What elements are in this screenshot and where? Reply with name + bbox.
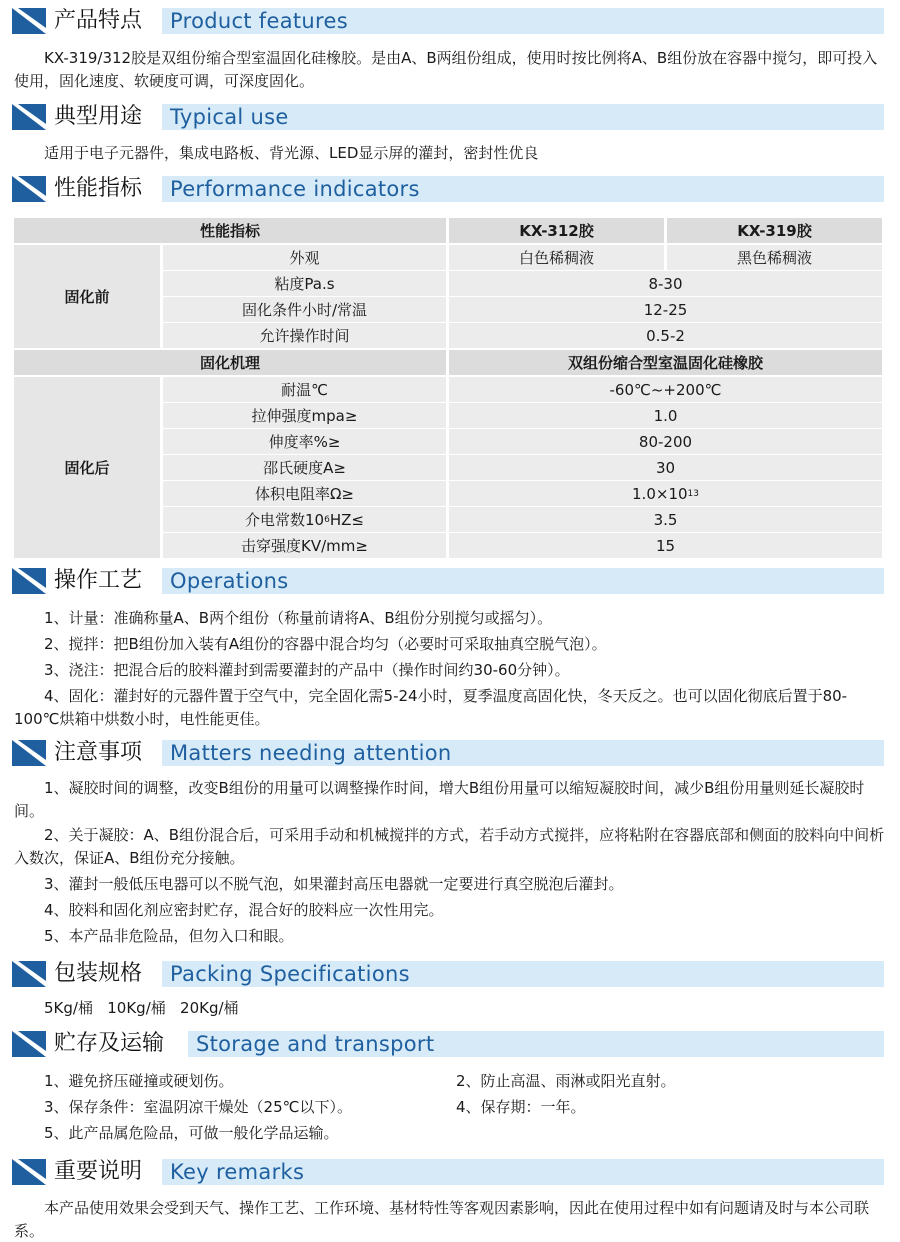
row-label-resistivity: 体积电阻率Ω≥ (163, 481, 446, 506)
row-label-breakdown: 击穿强度KV/mm≥ (163, 533, 446, 558)
remarks-text: 本产品使用效果会受到天气、操作工艺、工作环境、基材特性等客观因素影响，因此在使用过程中如有问题请及时与本公司联系。 (14, 1199, 870, 1240)
group-after-cure: 固化后 (14, 377, 160, 558)
storage-item: 1、避免挤压碰撞或硬划伤。 (44, 1072, 234, 1090)
row-label-cure-condition: 固化条件小时/常温 (163, 297, 446, 322)
section-title-cn: 包装规格 (54, 961, 143, 986)
row-label-dielectric: 介电常数10 6 HZ≤ (163, 507, 446, 532)
section-title-cn: 产品特点 (54, 8, 143, 33)
row-label-tensile: 拉伸强度mpa≥ (163, 403, 446, 428)
row-label-temp: 耐温℃ (163, 377, 446, 402)
operations-item: 2、搅拌：把B组份加入装有A组份的容器中混合均匀（必要时可采取抽真空脱气泡）。 (44, 635, 607, 653)
section-title-cn: 重要说明 (54, 1159, 143, 1184)
section-title-en: Matters needing attention (170, 741, 452, 765)
row-label-mechanism: 固化机理 (14, 350, 446, 375)
section-marker-icon (12, 1031, 46, 1057)
section-header-storage (12, 1031, 884, 1057)
storage-item: 2、防止高温、雨淋或阳光直射。 (456, 1072, 676, 1090)
row-label-viscosity: 粘度Pa.s (163, 271, 446, 296)
section-title-cn: 贮存及运输 (54, 1031, 165, 1056)
attention-item: 5、本产品非危险品，但勿入口和眼。 (44, 927, 294, 945)
attention-item: 4、胶料和固化剂应密封贮存，混合好的胶料应一次性用完。 (44, 901, 444, 919)
row-value-appearance-319: 黑色稀稠液 (667, 245, 882, 270)
section-marker-icon (12, 176, 46, 202)
section-header-remarks (12, 1159, 884, 1185)
table-header-kx319: KX-319胶 (667, 218, 882, 243)
section-title-cn: 注意事项 (54, 740, 143, 765)
row-value-work-time: 0.5-2 (449, 323, 882, 348)
group-before-cure: 固化前 (14, 245, 160, 348)
operations-item: 4、固化：灌封好的元器件置于空气中，完全固化需5-24小时，夏季温度高固化快，冬天反之。也可以固化彻底后置于80-100℃烘箱中烘数小时，电性能更佳。 (14, 687, 848, 728)
use-text: 适用于电子元器件，集成电路板、背光源、LED显示屏的灌封，密封性优良 (44, 144, 539, 162)
row-value-appearance-312: 白色稀稠液 (449, 245, 664, 270)
section-marker-icon (12, 104, 46, 130)
packing-text: 5Kg/桶 10Kg/桶 20Kg/桶 (44, 999, 239, 1017)
row-label-appearance: 外观 (163, 245, 446, 270)
performance-table (14, 218, 882, 556)
section-header-operations (12, 568, 884, 594)
row-value-mechanism: 双组份缩合型室温固化硅橡胶 (449, 350, 882, 375)
row-value-tensile: 1.0 (449, 403, 882, 428)
section-title-en: Typical use (170, 105, 289, 129)
table-header-label: 性能指标 (14, 218, 446, 243)
section-title-cn: 操作工艺 (54, 568, 143, 593)
section-title-en: Product features (170, 9, 348, 33)
operations-item: 1、计量：准确称量A、B两个组份（称量前请将A、B组份分别搅匀或摇匀）。 (44, 609, 553, 627)
section-marker-icon (12, 568, 46, 594)
row-value-resistivity: 1.0×10 13 (449, 481, 882, 506)
section-marker-icon (12, 740, 46, 766)
row-value-hardness: 30 (449, 455, 882, 480)
row-value-viscosity: 8-30 (449, 271, 882, 296)
row-value-breakdown: 15 (449, 533, 882, 558)
section-title-en: Packing Specifications (170, 962, 410, 986)
section-header-use (12, 104, 884, 130)
storage-item: 5、此产品属危险品，可做一般化学品运输。 (44, 1124, 339, 1142)
section-marker-icon (12, 1159, 46, 1185)
row-label-elongation: 伸度率%≥ (163, 429, 446, 454)
attention-item: 1、凝胶时间的调整，改变B组份的用量可以调整操作时间，增大B组份用量可以缩短凝胶时间，减少B组份用量则延长凝胶时间。 (14, 779, 865, 820)
section-title-cn: 性能指标 (54, 176, 143, 201)
section-title-en: Key remarks (170, 1160, 305, 1184)
features-text: KX-319/312胶是双组份缩合型室温固化硅橡胶。是由A、B两组份组成，使用时按比例将A、B组份放在容器中搅匀，即可投入使用，固化速度、软硬度可调，可深度固化。 (14, 49, 878, 90)
section-header-attention (12, 740, 884, 766)
attention-item: 3、灌封一般低压电器可以不脱气泡，如果灌封高压电器就一定要进行真空脱泡后灌封。 (44, 875, 624, 893)
section-marker-icon (12, 961, 46, 987)
row-label-hardness: 邵氏硬度A≥ (163, 455, 446, 480)
row-value-cure-condition: 12-25 (449, 297, 882, 322)
table-header-kx312: KX-312胶 (449, 218, 664, 243)
section-header-packing (12, 961, 884, 987)
section-title-en: Operations (170, 569, 289, 593)
attention-item: 2、关于凝胶：A、B组份混合后，可采用手动和机械搅拌的方式，若手动方式搅拌，应将粘附在容器底部和侧面的胶料向中间析入数次，保证A、B组份充分接触。 (14, 826, 885, 867)
row-value-dielectric: 3.5 (449, 507, 882, 532)
section-marker-icon (12, 8, 46, 34)
operations-item: 3、浇注：把混合后的胶料灌封到需要灌封的产品中（操作时间约30-60分钟）。 (44, 661, 570, 679)
section-header-performance (12, 176, 884, 202)
storage-item: 3、保存条件：室温阴凉干燥处（25℃以下）。 (44, 1098, 352, 1116)
section-title-cn: 典型用途 (54, 104, 143, 129)
row-value-elongation: 80-200 (449, 429, 882, 454)
section-title-en: Storage and transport (196, 1032, 435, 1056)
row-label-work-time: 允许操作时间 (163, 323, 446, 348)
section-title-en: Performance indicators (170, 177, 420, 201)
section-header-features (12, 8, 884, 34)
storage-item: 4、保存期：一年。 (456, 1098, 586, 1116)
row-value-temp: -60℃~+200℃ (449, 377, 882, 402)
